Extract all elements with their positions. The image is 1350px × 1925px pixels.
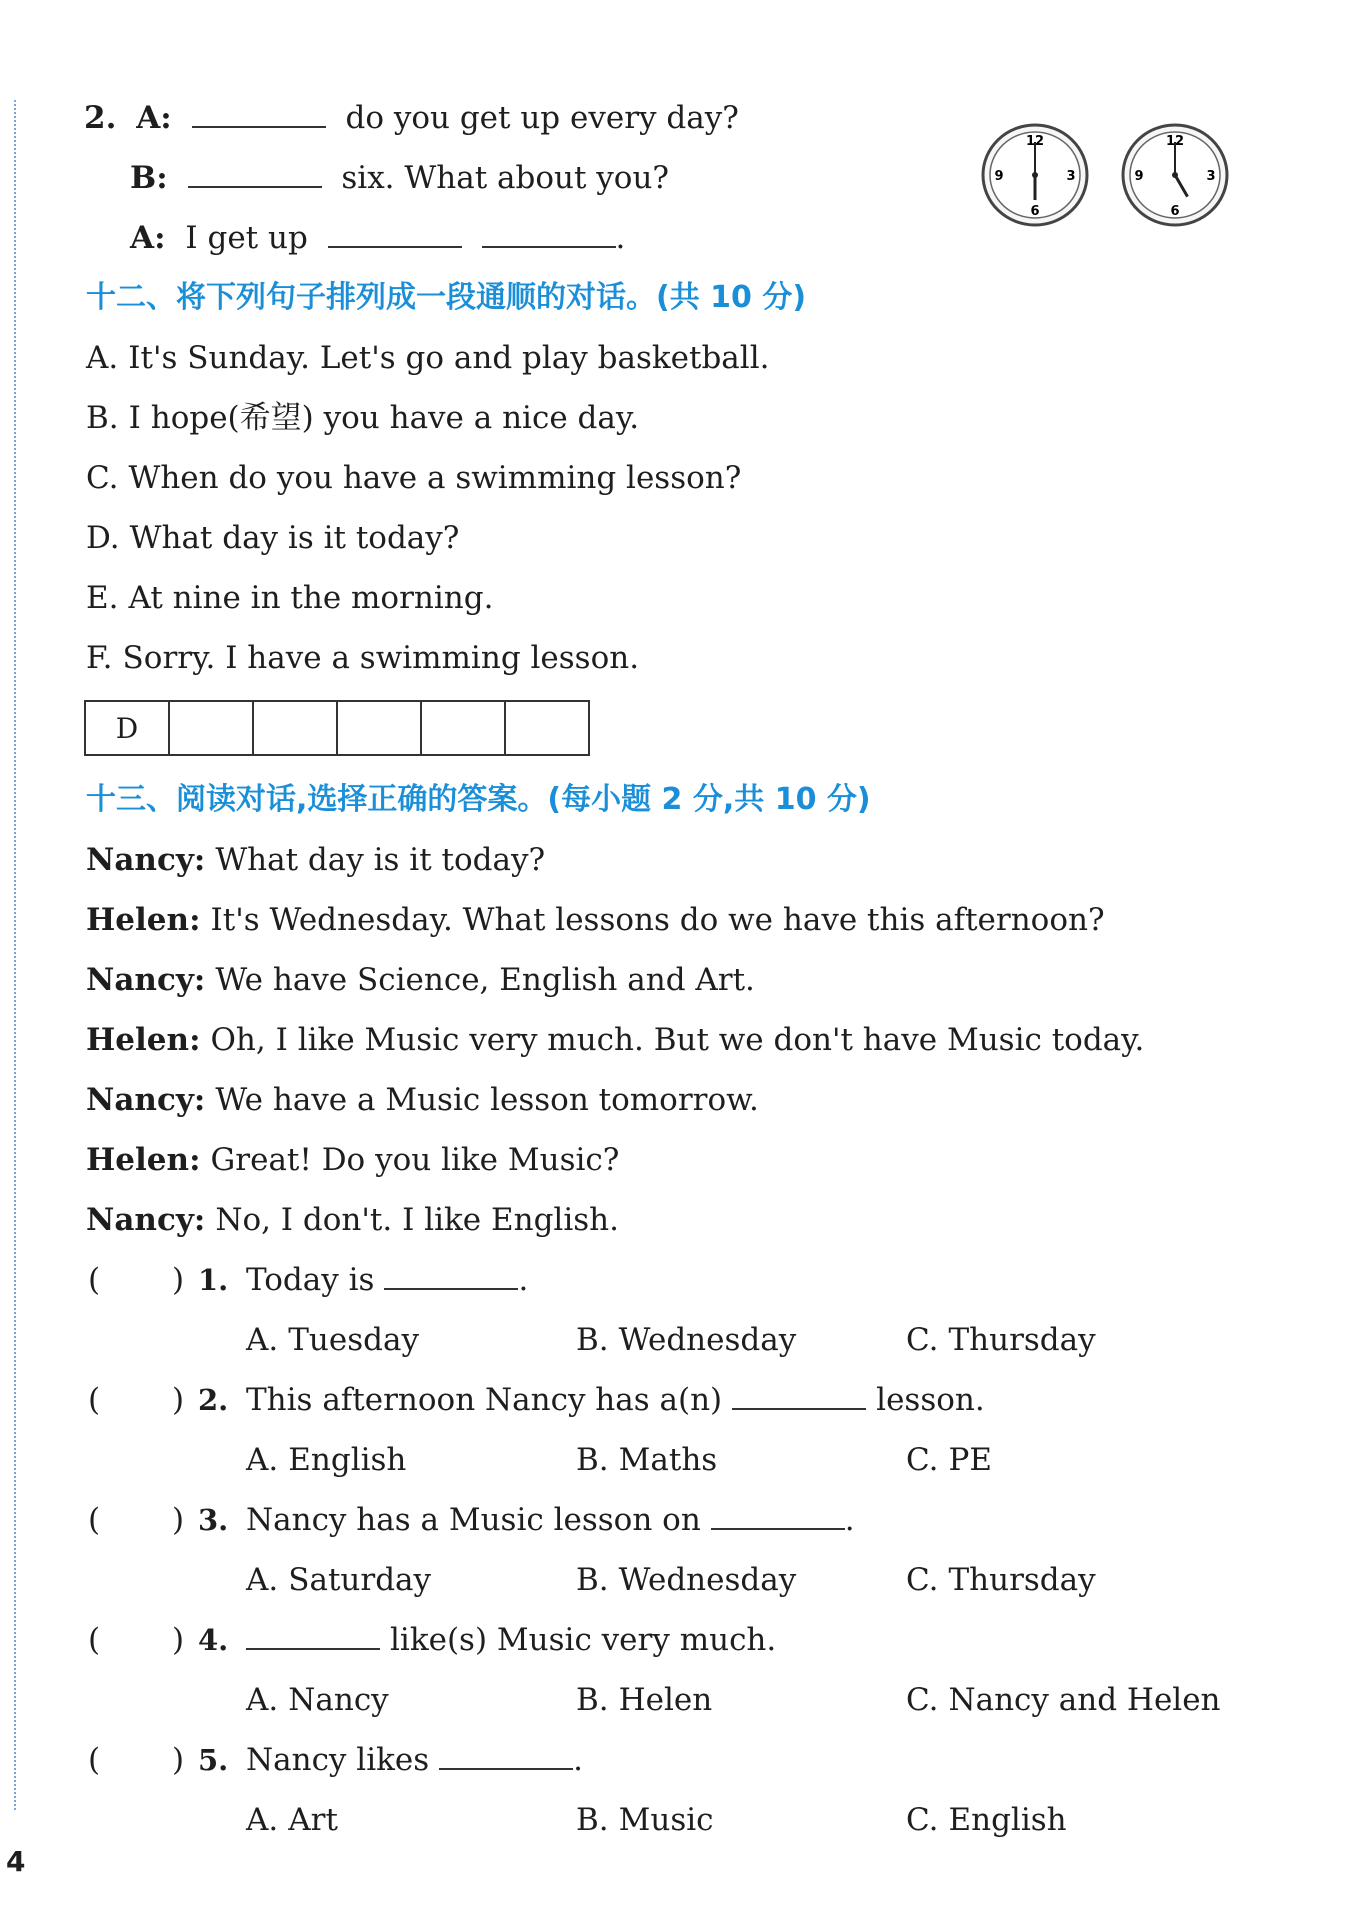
sentence-letter: C. bbox=[86, 460, 119, 496]
answer-paren-open[interactable]: ( bbox=[88, 1262, 101, 1298]
option-a[interactable]: A. Nancy bbox=[246, 1682, 389, 1718]
q2-line1-text: do you get up every day? bbox=[345, 100, 739, 136]
dialogue-line: Helen: It's Wednesday. What lessons do we have this afternoon? bbox=[86, 902, 1105, 938]
sentence-text: What day is it today? bbox=[129, 520, 460, 556]
answer-paren-close: ) bbox=[172, 1502, 185, 1538]
answer-blank[interactable] bbox=[188, 160, 322, 188]
dialogue-speaker: Nancy bbox=[86, 1202, 194, 1238]
dialogue-speaker: Helen bbox=[86, 1022, 190, 1058]
order-answer-table bbox=[84, 700, 590, 756]
question-number: 3. bbox=[198, 1503, 229, 1537]
option-b[interactable]: B. Wednesday bbox=[576, 1562, 797, 1598]
dialogue-text: We have a Music lesson tomorrow. bbox=[215, 1082, 759, 1118]
dialogue-speaker: Helen bbox=[86, 902, 190, 938]
dialogue-text: We have Science, English and Art. bbox=[215, 962, 755, 998]
answer-paren-close: ) bbox=[172, 1382, 185, 1418]
answer-blank[interactable] bbox=[732, 1382, 866, 1410]
dialogue-text: Great! Do you like Music? bbox=[210, 1142, 620, 1178]
clock-label-6: 6 bbox=[1170, 204, 1180, 219]
section-12-heading: 十二、将下列句子排列成一段通顺的对话。(共 10 分) bbox=[86, 280, 807, 315]
sentence-text: At nine in the morning. bbox=[128, 580, 494, 616]
option-c[interactable]: C. Thursday bbox=[906, 1322, 1096, 1358]
dialogue-line: Nancy: No, I don't. I like English. bbox=[86, 1202, 619, 1238]
order-cell[interactable] bbox=[421, 701, 505, 755]
question-before: Nancy has a Music lesson on bbox=[246, 1502, 701, 1538]
question-number: 4. bbox=[198, 1623, 229, 1657]
option-c[interactable]: C. Nancy and Helen bbox=[906, 1682, 1221, 1718]
q2-line-1: 2. A: do you get up every day? bbox=[84, 100, 739, 136]
speaker-b: B bbox=[130, 160, 157, 196]
dialogue-text: It's Wednesday. What lessons do we have this afternoon? bbox=[210, 902, 1105, 938]
option-a[interactable]: A. Saturday bbox=[246, 1562, 432, 1598]
question-after: . bbox=[518, 1262, 529, 1298]
question-before: This afternoon Nancy has a(n) bbox=[246, 1382, 723, 1418]
answer-paren-open[interactable]: ( bbox=[88, 1382, 101, 1418]
sentence-c bbox=[86, 458, 741, 498]
q2-line3-text: I get up bbox=[185, 220, 308, 256]
dialogue-line: Nancy: We have a Music lesson tomorrow. bbox=[86, 1082, 759, 1118]
clock-icon bbox=[1120, 122, 1230, 228]
sentence-a bbox=[86, 338, 769, 378]
question-before: Nancy likes bbox=[246, 1742, 430, 1778]
option-b[interactable]: B. Maths bbox=[576, 1442, 718, 1478]
clock-label-3: 3 bbox=[1206, 169, 1216, 184]
option-b[interactable]: B. Music bbox=[576, 1802, 714, 1838]
answer-blank[interactable] bbox=[328, 220, 462, 248]
question-text bbox=[246, 1620, 776, 1660]
answer-blank[interactable] bbox=[439, 1742, 573, 1770]
sentence-letter: E. bbox=[86, 580, 119, 616]
speaker-a: A bbox=[130, 220, 155, 256]
dialogue-speaker: Nancy bbox=[86, 1082, 194, 1118]
clock-label-12: 12 bbox=[1025, 134, 1045, 149]
sentence-text: I hope(希望) you have a nice day. bbox=[128, 400, 640, 436]
option-b[interactable]: B. Helen bbox=[576, 1682, 713, 1718]
clock-label-9: 9 bbox=[994, 169, 1004, 184]
answer-paren-close: ) bbox=[172, 1262, 185, 1298]
dialogue-line: Helen: Oh, I like Music very much. But we don't have Music today. bbox=[86, 1022, 1145, 1058]
dialogue-speaker: Nancy bbox=[86, 842, 194, 878]
answer-paren-open[interactable]: ( bbox=[88, 1622, 101, 1658]
answer-blank[interactable] bbox=[192, 100, 326, 128]
q2-line-3: A: I get up . bbox=[130, 220, 626, 256]
sentence-e bbox=[86, 578, 493, 618]
order-cell[interactable] bbox=[337, 701, 421, 755]
dialogue-speaker: Nancy bbox=[86, 962, 194, 998]
order-cell[interactable] bbox=[505, 701, 589, 755]
speaker-a: A bbox=[136, 100, 161, 136]
dialogue-text: No, I don't. I like English. bbox=[215, 1202, 619, 1238]
question-number: 1. bbox=[198, 1263, 229, 1297]
q2-line3-end: . bbox=[615, 220, 626, 256]
clock-icon bbox=[980, 122, 1090, 228]
answer-blank[interactable] bbox=[482, 220, 616, 248]
sentence-letter: B. bbox=[86, 400, 119, 436]
question-after: like(s) Music very much. bbox=[390, 1622, 777, 1658]
q2-line-2: B: six. What about you? bbox=[130, 160, 670, 196]
clock-label-12: 12 bbox=[1165, 134, 1185, 149]
page-number: 4 bbox=[6, 1845, 26, 1878]
dialogue-line: Helen: Great! Do you like Music? bbox=[86, 1142, 620, 1178]
question-text bbox=[246, 1500, 855, 1540]
question-text bbox=[246, 1740, 583, 1780]
option-b[interactable]: B. Wednesday bbox=[576, 1322, 797, 1358]
sentence-text: It's Sunday. Let's go and play basketball. bbox=[128, 340, 770, 376]
order-cell[interactable] bbox=[253, 701, 337, 755]
answer-paren-open[interactable]: ( bbox=[88, 1502, 101, 1538]
option-c[interactable]: C. PE bbox=[906, 1442, 992, 1478]
clock-label-9: 9 bbox=[1134, 169, 1144, 184]
dialogue-text: Oh, I like Music very much. But we don't have Music today. bbox=[210, 1022, 1145, 1058]
q2-number: 2. bbox=[84, 100, 117, 136]
question-text bbox=[246, 1380, 985, 1420]
dialogue-speaker: Helen bbox=[86, 1142, 190, 1178]
option-c[interactable]: C. Thursday bbox=[906, 1562, 1096, 1598]
answer-blank[interactable] bbox=[711, 1502, 845, 1530]
dialogue-text: What day is it today? bbox=[215, 842, 546, 878]
option-a[interactable]: A. English bbox=[246, 1442, 407, 1478]
answer-blank[interactable] bbox=[384, 1262, 518, 1290]
answer-paren-open[interactable]: ( bbox=[88, 1742, 101, 1778]
sentence-d bbox=[86, 518, 459, 558]
question-after: . bbox=[573, 1742, 584, 1778]
sentence-letter: A. bbox=[86, 340, 119, 376]
clock-label-6: 6 bbox=[1030, 204, 1040, 219]
clock-label-3: 3 bbox=[1066, 169, 1076, 184]
answer-paren-close: ) bbox=[172, 1742, 185, 1778]
question-after: lesson. bbox=[876, 1382, 985, 1418]
sentence-b bbox=[86, 398, 639, 438]
option-a[interactable]: A. Tuesday bbox=[246, 1322, 419, 1358]
question-number: 5. bbox=[198, 1743, 229, 1777]
question-before: Today is bbox=[246, 1262, 375, 1298]
section-13-heading: 十三、阅读对话,选择正确的答案。(每小题 2 分,共 10 分) bbox=[86, 782, 871, 817]
order-cell[interactable] bbox=[169, 701, 253, 755]
dialogue-line: Nancy: What day is it today? bbox=[86, 842, 546, 878]
order-cell: D bbox=[85, 701, 169, 755]
answer-paren-close: ) bbox=[172, 1622, 185, 1658]
answer-blank[interactable] bbox=[246, 1622, 380, 1650]
sentence-text: When do you have a swimming lesson? bbox=[128, 460, 742, 496]
question-after: . bbox=[844, 1502, 855, 1538]
dialogue-line: Nancy: We have Science, English and Art. bbox=[86, 962, 755, 998]
sentence-letter: F. bbox=[86, 640, 113, 676]
option-a[interactable]: A. Art bbox=[246, 1802, 338, 1838]
margin-dotted-line bbox=[14, 100, 16, 1810]
q2-line2-text: six. What about you? bbox=[341, 160, 670, 196]
sentence-text: Sorry. I have a swimming lesson. bbox=[122, 640, 640, 676]
question-number: 2. bbox=[198, 1383, 229, 1417]
question-text bbox=[246, 1260, 528, 1300]
sentence-f bbox=[86, 638, 639, 678]
sentence-letter: D. bbox=[86, 520, 120, 556]
option-c[interactable]: C. English bbox=[906, 1802, 1067, 1838]
